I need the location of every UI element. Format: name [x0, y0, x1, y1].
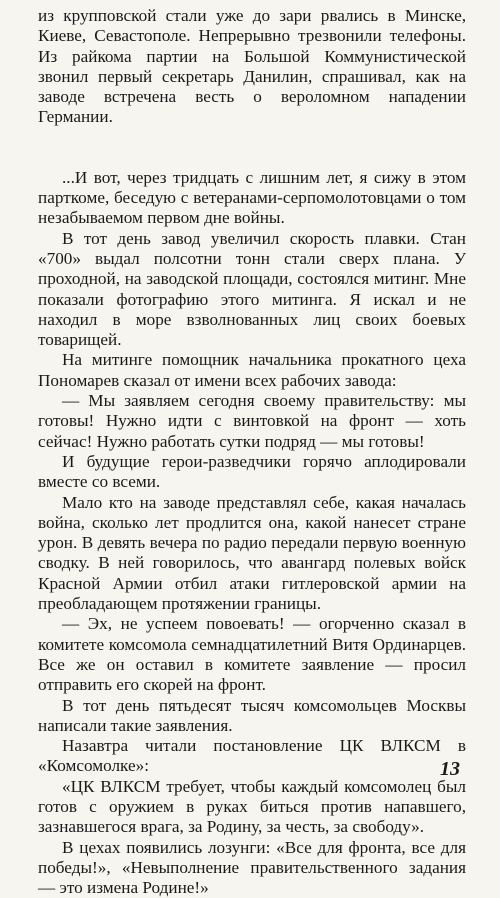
paragraph: — Мы заявляем сегодня своему правительству: мы готовы! Нужно идти с винтовкой на фронт — хоть сейчас! Нужно работать сутки подряд — мы готовы!: [38, 391, 466, 451]
paragraph-continued: из крупповской стали уже до зари рвались в Минске, Киеве, Севастополе. Непрерывно трезвонили телефоны. Из райкома партии на Большой Коммунистической звонил первый секретарь Данилин, спрашивал, как на заводе встречена весть о вероломном нападении Германии.: [38, 6, 466, 127]
paragraph: ...И вот, через тридцать с лишним лет, я сижу в этом парткоме, беседую с ветеранами-серпомолотовцами о том незабываемом первом дне войны.: [38, 167, 466, 228]
paragraph: На митинге помощник начальника прокатного цеха Пономарев сказал от имени всех рабочих завода:: [38, 350, 466, 390]
paragraph: И будущие герои-разведчики горячо аплодировали вместе со всеми.: [38, 451, 466, 492]
paragraph: Назавтра читали постановление ЦК ВЛКСМ в «Комсомолке»:: [38, 736, 466, 776]
paragraph: «ЦК ВЛКСМ требует, чтобы каждый комсомолец был готов с оружием в руках биться против напавшего, зазнавшегося врага, за Родину, за честь, за свободу».: [38, 776, 466, 837]
page-body: [38, 6, 466, 898]
paragraph: — Эх, не успеем повоевать! — огорченно сказал в комитете комсомола семнадцатилетний Витя Ординарцев. Все же он оставил в комитете заявление — просил отправить его скорей на фронт.: [38, 614, 466, 695]
paragraph: Мало кто на заводе представлял себе, какая началась война, сколько лет продлится она, какой нанесет стране урон. В девять вечера по радио передали первую военную сводку. В ней говорилось, что авангард полевых войск Красной Армии отбил атаки гитлеровской армии на преобладающем протяжении границы.: [38, 492, 466, 614]
page-number: 13: [440, 758, 460, 780]
paragraph: В тот день завод увеличил скорость плавки. Стан «700» выдал полсотни тонн стали сверх плана. У проходной, на заводской площади, состоялся митинг. Мне показали фотографию этого митинга. Я искал и не находил в море взволнованных лиц своих боевых товарищей.: [38, 228, 466, 350]
paragraph: В цехах появились лозунги: «Все для фронта, все для победы!», «Невыполнение правительственного задания — это измена Родине!»: [38, 837, 466, 898]
paragraph: В тот день пятьдесят тысяч комсомольцев Москвы написали такие заявления.: [38, 695, 466, 735]
section-break: [38, 128, 466, 168]
